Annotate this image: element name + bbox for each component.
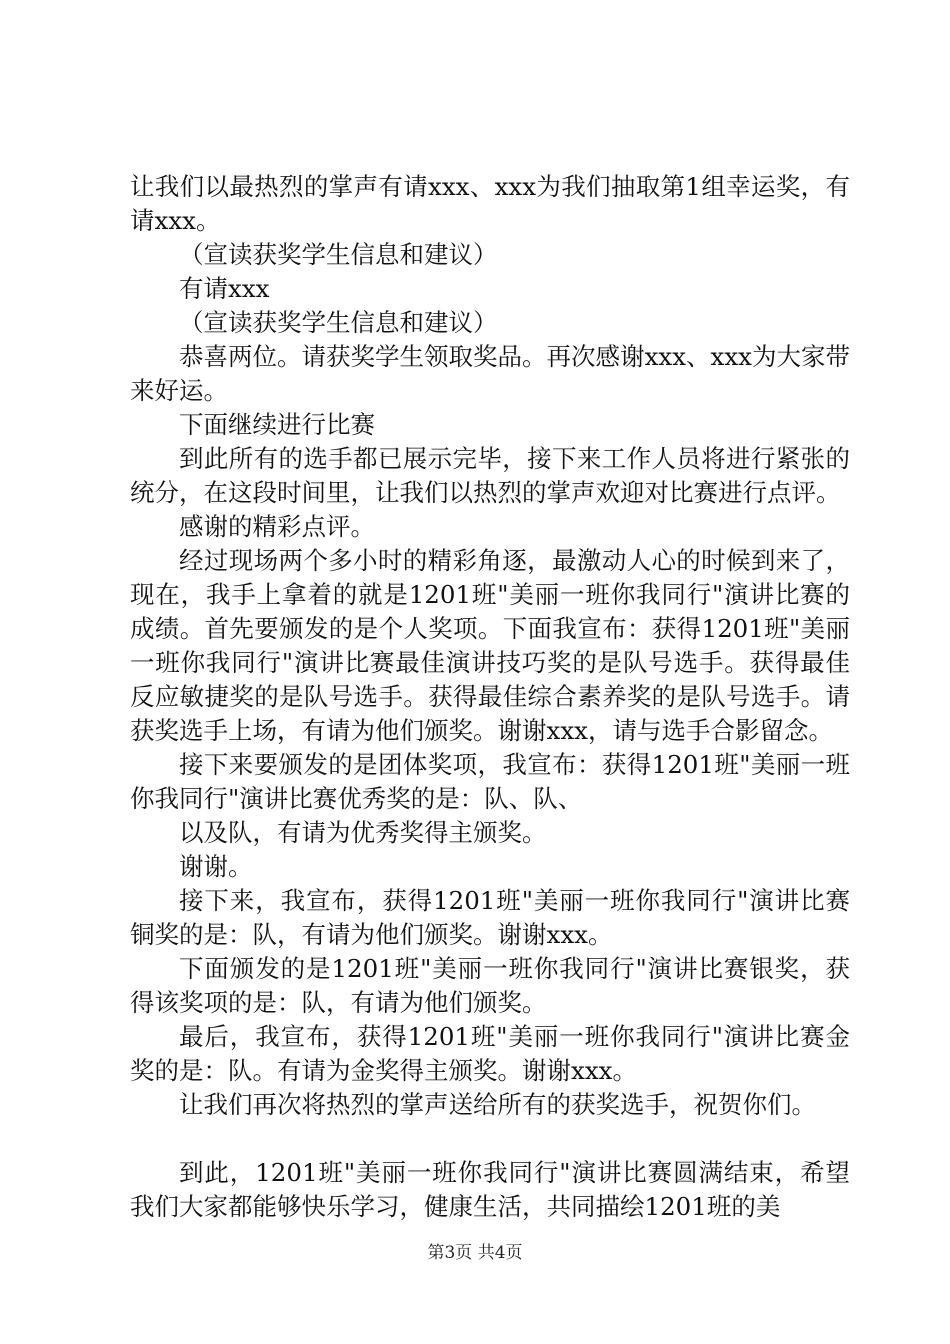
paragraph: 以及队，有请为优秀奖得主颁奖。	[179, 818, 547, 847]
document-body	[130, 170, 850, 1224]
paragraph: 到此所有的选手都已展示完毕，接下来工作人员将进行紧张的统分，在这段时间里，让我们以热烈的掌声欢迎对比赛进行点评。	[130, 444, 850, 507]
paragraph: 让我们再次将热烈的掌声送给所有的获奖选手，祝贺你们。	[179, 1090, 816, 1119]
paragraph: （宣读获奖学生信息和建议）	[179, 308, 498, 337]
paragraph: 最后，我宣布，获得1201班"美丽一班你我同行"演讲比赛金奖的是：队。有请为金奖得主颁奖。谢谢xxx。	[130, 1022, 850, 1085]
paragraph: 让我们以最热烈的掌声有请xxx、xxx为我们抽取第1组幸运奖，有请xxx。	[130, 172, 850, 235]
paragraph: 经过现场两个多小时的精彩角逐，最激动人心的时候到来了，现在，我手上拿着的就是1201班"美丽一班你我同行"演讲比赛的成绩。首先要颁发的是个人奖项。下面我宣布：获得1201班"美丽一班你我同行"演讲比赛最佳演讲技巧奖的是队号选手。获得最佳反应敏捷奖的是队号选手。获得最佳综合素养奖的是队号选手。请获奖选手上场，有请为他们颁奖。谢谢xxx，请与选手合影留念。	[130, 546, 850, 745]
paragraph: 感谢的精彩点评。	[179, 512, 375, 541]
paragraph: 接下来，我宣布，获得1201班"美丽一班你我同行"演讲比赛铜奖的是：队，有请为他们颁奖。谢谢xxx。	[130, 886, 850, 949]
paragraph: 下面颁发的是1201班"美丽一班你我同行"演讲比赛银奖，获得该奖项的是：队，有请为他们颁奖。	[130, 954, 850, 1017]
paragraph: （宣读获奖学生信息和建议）	[179, 240, 498, 269]
paragraph: 下面继续进行比赛	[179, 410, 375, 439]
page-footer: 第3页 共4页	[427, 1243, 523, 1263]
paragraph: 接下来要颁发的是团体奖项，我宣布：获得1201班"美丽一班你我同行"演讲比赛优秀奖的是：队、队、	[130, 750, 850, 813]
paragraph: 谢谢。	[179, 852, 253, 881]
paragraph: 到此，1201班"美丽一班你我同行"演讲比赛圆满结束，希望我们大家都能够快乐学习，健康生活，共同描绘1201班的美	[130, 1158, 850, 1221]
paragraph: 有请xxx	[179, 274, 270, 303]
paragraph: 恭喜两位。请获奖学生领取奖品。再次感谢xxx、xxx为大家带来好运。	[130, 342, 850, 405]
blank-line	[130, 1122, 850, 1156]
